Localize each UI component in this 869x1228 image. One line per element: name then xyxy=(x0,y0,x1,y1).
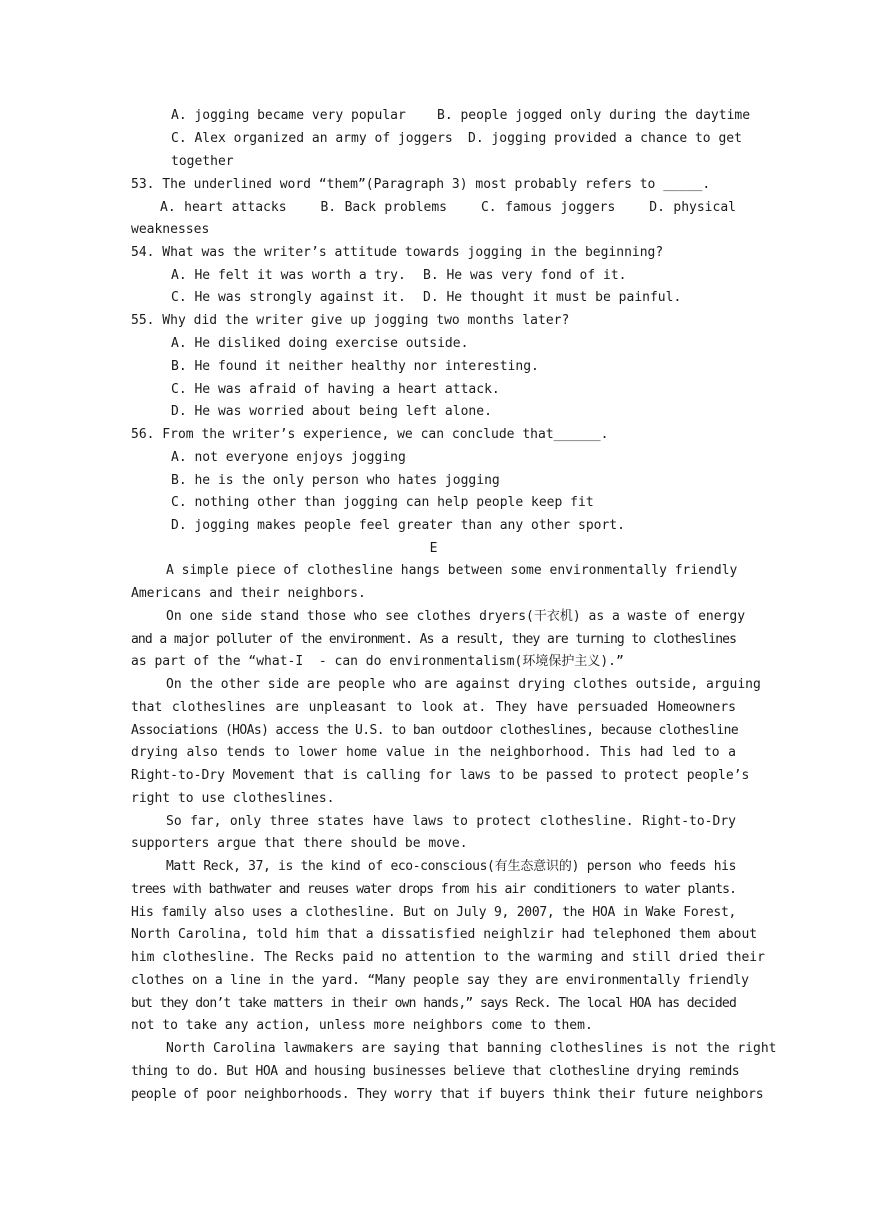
q55-option-a: A. He disliked doing exercise outside. xyxy=(171,336,469,351)
passage-line: drying also tends to lower home value in the neighborhood. This had led to a xyxy=(131,745,736,760)
q53-stem: 53. The underlined word “them”(Paragraph 3) most probably refers to _____. xyxy=(131,177,711,192)
q52-option-b: B. people jogged only during the daytime xyxy=(437,108,751,123)
q53-options: A. heart attacks B. Back problems C. famous joggers D. physical xyxy=(160,200,736,215)
q54-stem: 54. What was the writer’s attitude towards jogging in the beginning? xyxy=(131,245,664,260)
passage-line: So far, only three states have laws to protect clothesline. Right-to-Dry xyxy=(166,814,736,829)
q55-option-b: B. He found it neither healthy nor interesting. xyxy=(171,359,539,374)
q55-stem: 55. Why did the writer give up jogging two months later? xyxy=(131,313,570,328)
passage-line: supporters argue that there should be move. xyxy=(131,836,468,851)
passage-line: Matt Reck, 37, is the kind of eco-conscious(有生态意识的) person who feeds his xyxy=(166,859,736,874)
q56-option-c: C. nothing other than jogging can help people keep fit xyxy=(171,495,594,510)
passage-line: Right-to-Dry Movement that is calling for laws to be passed to protect people’s xyxy=(131,768,750,783)
passage-line: thing to do. But HOA and housing businesses believe that clothesline drying reminds xyxy=(131,1064,740,1079)
passage-line: North Carolina, told him that a dissatisfied neighlzir had telephoned them about xyxy=(131,927,758,942)
passage-line: trees with bathwater and reuses water drops from his air conditioners to water plants. xyxy=(131,882,736,897)
passage-line: clothes on a line in the yard. “Many people say they are environmentally friendly xyxy=(131,973,749,988)
passage-line: His family also uses a clothesline. But on July 9, 2007, the HOA in Wake Forest, xyxy=(131,905,736,920)
q52-option-c: C. Alex organized an army of joggers xyxy=(171,131,453,146)
q56-stem: 56. From the writer’s experience, we can conclude that______. xyxy=(131,427,609,442)
passage-line: Associations (HOAs) access the U.S. to ban outdoor clotheslines, because clothesline xyxy=(131,723,739,738)
q56-option-d: D. jogging makes people feel greater than any other sport. xyxy=(171,518,625,533)
passage-line: A simple piece of clothesline hangs between some environmentally friendly xyxy=(166,563,738,578)
passage-heading: E xyxy=(429,541,438,556)
q55-option-d: D. He was worried about being left alone. xyxy=(171,404,492,419)
passage-line: that clotheslines are unpleasant to look at. They have persuaded Homeowners xyxy=(131,700,736,715)
q54-option-b: B. He was very fond of it. xyxy=(423,268,627,283)
q53-options-wrap: weaknesses xyxy=(131,222,210,237)
q56-option-b: B. he is the only person who hates jogging xyxy=(171,473,500,488)
q54-option-c: C. He was strongly against it. xyxy=(171,290,406,305)
q52-option-a: A. jogging became very popular xyxy=(171,108,406,123)
passage-line: Americans and their neighbors. xyxy=(131,586,366,601)
q54-option-d: D. He thought it must be painful. xyxy=(423,290,682,305)
passage-line: as part of the “what-I - can do environmentalism(环境保护主义).” xyxy=(131,654,624,669)
passage-line: On the other side are people who are against drying clothes outside, arguing xyxy=(166,677,761,692)
passage-line: On one side stand those who see clothes dryers(干衣机) as a waste of energy xyxy=(166,609,746,624)
passage-line: right to use clotheslines. xyxy=(131,791,335,806)
passage-line: and a major polluter of the environment. As a result, they are turning to clotheslines xyxy=(131,632,736,647)
passage-line: people of poor neighborhoods. They worry that if buyers think their future neighbors xyxy=(131,1087,764,1102)
q56-option-a: A. not everyone enjoys jogging xyxy=(171,450,406,465)
passage-line: him clothesline. The Recks paid no attention to the warming and still dried their xyxy=(131,950,765,965)
passage-line: North Carolina lawmakers are saying that banning clotheslines is not the right xyxy=(166,1041,777,1056)
passage-line: not to take any action, unless more neighbors come to them. xyxy=(131,1018,593,1033)
q54-option-a: A. He felt it was worth a try. xyxy=(171,268,406,283)
q52-option-d-wrap: together xyxy=(171,154,234,169)
q55-option-c: C. He was afraid of having a heart attack. xyxy=(171,382,500,397)
passage-line: but they don’t take matters in their own hands,” says Reck. The local HOA has decided xyxy=(131,996,736,1011)
q52-option-d: D. jogging provided a chance to get xyxy=(468,131,742,146)
